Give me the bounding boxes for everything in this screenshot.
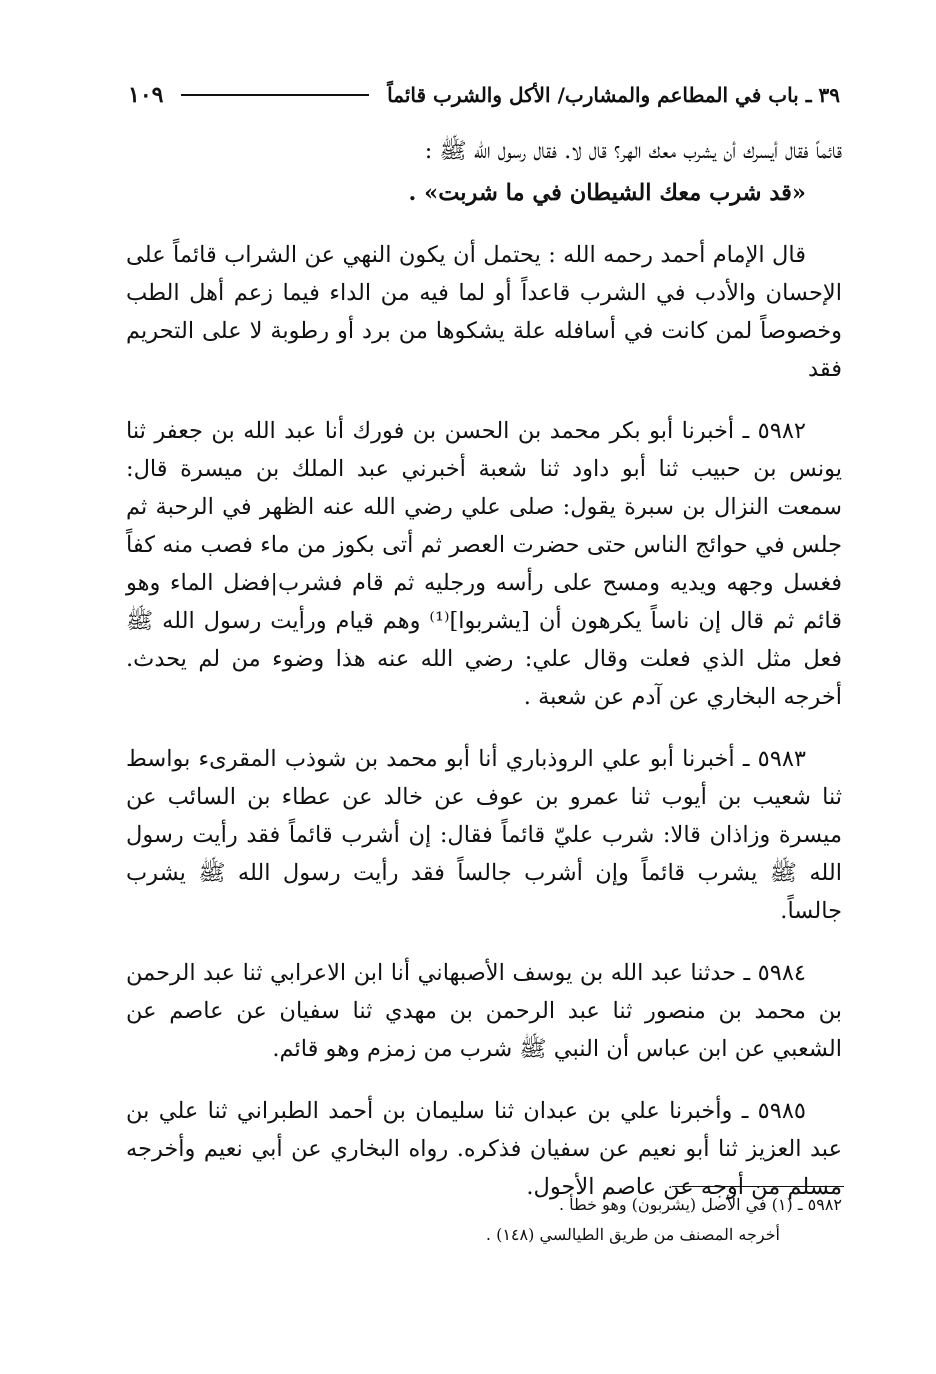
hadith-entry: ٥٩٨٣ ـ أخبرنا أبو علي الروذباري أنا أبو محمد بن شوذب المقرىء بواسط ثنا شعيب بن أيوب ثنا عمرو بن عوف عن خالد عن عطاء بن السائب عن ميسرة وزاذان قالا: شرب عليّ قائماً فقال: إن أشرب قائماً فقد رأيت رسول الله ﷺ يشرب قائماً وإن أشرب جالساً فقد رأيت رسول الله ﷺ يشرب جالساً. <box>126 746 842 924</box>
paragraph: قال الإمام أحمد رحمه الله : يحتمل أن يكون النهي عن الشراب قائماً على الإحسان والأدب في الشرب قاعداً أو لما فيه من الداء فيما زعم أهل الطب وخصوصاً لمن كانت في أسافله علة يشكوها من برد أو رطوبة لا على التحريم فقد <box>126 242 842 382</box>
hadith-entry: ٥٩٨٥ ـ وأخبرنا علي بن عبدان ثنا سليمان بن أحمد الطبراني ثنا علي بن عبد العزيز ثنا أبو نعيم عن سفيان فذكره. رواه البخاري عن أبي نعيم وأخرجه مسلم من أوجه عن عاصم الأحول. <box>126 1098 843 1200</box>
footnote-divider <box>672 1186 844 1187</box>
hadith-entry: ٥٩٨٢ ـ أخبرنا أبو بكر محمد بن الحسن بن فورك أنا عبد الله بن جعفر ثنا يونس بن حبيب ثنا أبو داود ثنا شعبة أخبرني عبد الملك بن ميسرة قال: سمعت النزال بن سبرة يقول: صلى علي رضي الله عنه الظهر في الرحبة ثم جلس في حوائج الناس حتى حضرت العصر ثم أتى بكوز من ماء فصب منه كفاً فغسل وجهه ويديه ومسح على رأسه ورجليه ثم قام فشرب|فضل الماء وهو قائم ثم قال إن ناساً يكرهون أن [يشربوا]⁽¹⁾ وهم قيام ورأيت رسول الله ﷺ فعل مثل الذي فعلت وقال علي: رضي الله عنه هذا وضوء من لم يحدث. أخرجه البخاري عن آدم عن شعبة . <box>126 418 842 710</box>
footnotes <box>300 1190 842 1250</box>
footnote: أخرجه المصنف من طريق الطيالسي (١٤٨) . <box>485 1225 780 1244</box>
paragraph: قائماً فقال أيسرك أن يشرب معك الهر؟ قال لا. فقال رسول الله ﷺ : <box>424 138 842 164</box>
footnote: ٥٩٨٢ ـ (١) في الأصل (يشربون) وهو خطأ . <box>558 1195 842 1214</box>
hadith-quote: «قد شرب معك الشيطان في ما شربت» . <box>408 180 806 206</box>
main-text <box>126 132 842 1230</box>
header-divider <box>181 94 369 96</box>
page-number: ١٠٩ <box>128 82 164 108</box>
chapter-title: ٣٩ ـ باب في المطاعم والمشارب/ الأكل والشرب قائماً <box>387 83 840 107</box>
running-header <box>128 78 840 112</box>
hadith-entry: ٥٩٨٤ ـ حدثنا عبد الله بن يوسف الأصبهاني أنا ابن الاعرابي ثنا عبد الرحمن بن محمد بن منصور ثنا عبد الرحمن بن مهدي ثنا سفيان عن عاصم عن الشعبي عن ابن عباس أن النبي ﷺ شرب من زمزم وهو قائم. <box>126 960 842 1062</box>
